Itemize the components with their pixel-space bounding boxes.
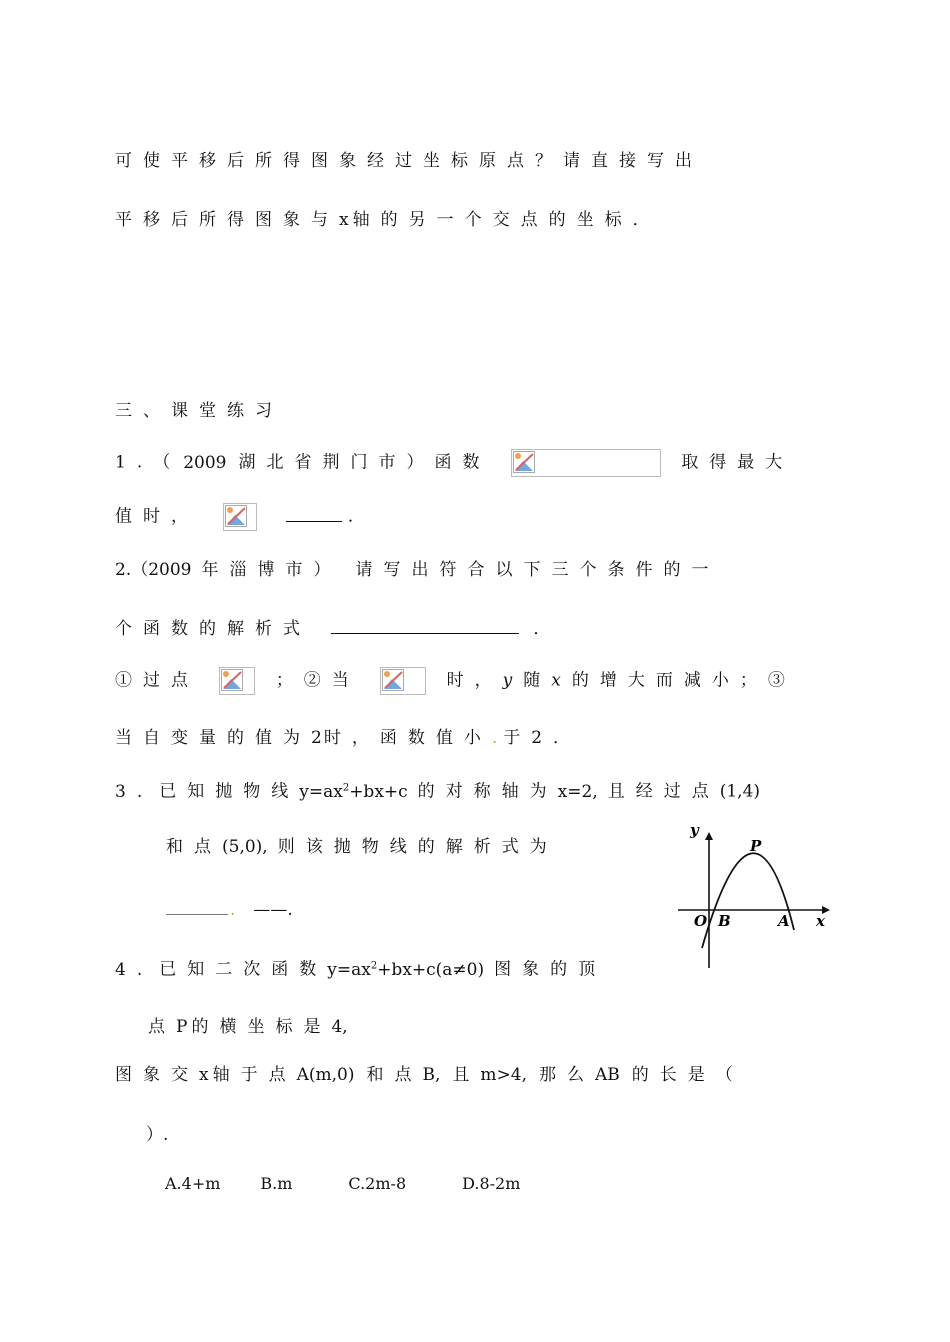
point-b-label: B bbox=[718, 912, 731, 930]
broken-image-icon bbox=[219, 667, 255, 695]
q-text: ）. bbox=[146, 1125, 169, 1145]
eq-part: y=ax bbox=[299, 781, 343, 802]
answer-blank[interactable] bbox=[166, 900, 228, 915]
q-text: 2 bbox=[311, 728, 322, 748]
q-text: y bbox=[502, 670, 524, 691]
eq-part: +bx+c bbox=[349, 781, 408, 802]
option-d[interactable]: D.8-2m bbox=[462, 1174, 521, 1193]
option-a[interactable]: A.4+m bbox=[165, 1174, 221, 1193]
mark-dot: . bbox=[491, 728, 498, 748]
q-text: 已知二次函数 bbox=[159, 959, 328, 980]
line-text: x bbox=[339, 210, 349, 230]
q-text: 1.（ bbox=[115, 452, 182, 473]
line-text: 可使平移后所得图象经过坐标原点？请直接写出 bbox=[115, 151, 703, 171]
q-text: 取得最大 bbox=[681, 452, 794, 473]
q-text: 的增大而减小；③ bbox=[571, 670, 796, 691]
q-text: 4, bbox=[331, 1017, 348, 1037]
q-text: 2． bbox=[531, 728, 582, 748]
q-text: (1,4) bbox=[719, 781, 761, 802]
q-text: 4. bbox=[115, 959, 154, 980]
q-text: 点 bbox=[148, 1017, 176, 1037]
answer-options bbox=[165, 1173, 560, 1195]
q-text: 和点 bbox=[166, 837, 222, 857]
question-4-cont2 bbox=[115, 1064, 744, 1086]
q-text: 个函数的解析式 bbox=[115, 619, 311, 639]
q-text: x=2, bbox=[557, 781, 598, 802]
q-text: 且 bbox=[452, 1065, 481, 1085]
q-text: 湖北省荆门市）函数 bbox=[238, 452, 491, 473]
eq-exp: 2 bbox=[370, 960, 378, 971]
q-text: 值时， bbox=[115, 506, 199, 527]
q-text: 图象交 bbox=[115, 1065, 199, 1085]
q-text: ；②当 bbox=[275, 670, 360, 691]
x-axis-label: x bbox=[816, 912, 825, 930]
q-text: 和点 bbox=[366, 1065, 423, 1085]
text-line bbox=[115, 150, 703, 172]
q-text: P bbox=[176, 1017, 188, 1037]
broken-image-icon bbox=[511, 449, 661, 477]
vertex-label-p: P bbox=[750, 837, 762, 855]
question-3 bbox=[115, 777, 760, 803]
q-text: ——. bbox=[253, 900, 293, 920]
q-text: 且经过点 bbox=[607, 781, 720, 802]
point-a-label: A bbox=[778, 912, 790, 930]
option-b[interactable]: B.m bbox=[260, 1174, 293, 1193]
eq-part: y=ax bbox=[327, 959, 371, 980]
line-text: 平移后所得图象与 bbox=[115, 210, 339, 230]
equation bbox=[327, 960, 484, 980]
y-axis-arrow bbox=[705, 832, 713, 840]
parabola-curve bbox=[702, 853, 794, 948]
question-1 bbox=[115, 449, 793, 477]
section-title: 三、课堂练习 bbox=[115, 401, 283, 421]
q-text: 3. bbox=[115, 781, 154, 802]
q-text: B, bbox=[422, 1065, 441, 1085]
q-text: 图象的顶 bbox=[494, 959, 607, 980]
q-text: ． bbox=[347, 506, 376, 527]
line-text: 轴的另一个交点的坐标． bbox=[352, 210, 661, 230]
eq-exp: 2 bbox=[342, 782, 350, 793]
eq-part: +bx+c(a≠0) bbox=[377, 959, 485, 980]
q-text: A(m,0) bbox=[296, 1065, 355, 1085]
q-text: 随 bbox=[523, 670, 552, 691]
text-line bbox=[115, 209, 661, 231]
q-text: 年淄博市） bbox=[201, 560, 342, 580]
q-text: 2009 bbox=[183, 452, 227, 473]
mark-dot: . bbox=[230, 900, 236, 920]
option-c[interactable]: C.2m-8 bbox=[348, 1174, 407, 1193]
parabola-graph bbox=[676, 820, 836, 970]
q-text: 的对称轴为 bbox=[417, 781, 558, 802]
answer-blank[interactable] bbox=[286, 507, 342, 522]
q-text: 的长是（ bbox=[631, 1065, 744, 1085]
question-2-conditions bbox=[115, 667, 796, 695]
question-2 bbox=[115, 559, 720, 581]
q-text: 时，函数值小 bbox=[323, 728, 492, 748]
question-2-cont bbox=[115, 618, 561, 640]
q-text: x bbox=[551, 670, 572, 691]
q-text: 的横坐标是 bbox=[191, 1017, 332, 1037]
q-text: 2009 bbox=[148, 560, 192, 580]
question-3-cont bbox=[166, 836, 558, 858]
broken-image-icon bbox=[223, 503, 257, 531]
origin-label: O bbox=[694, 912, 708, 930]
question-4-cont bbox=[148, 1016, 348, 1038]
question-4-close bbox=[146, 1124, 168, 1146]
q-text: 已知抛物线 bbox=[159, 781, 300, 802]
q-text: 时， bbox=[446, 670, 503, 691]
q-text: 请写出符合以下三个条件的一 bbox=[355, 560, 720, 580]
question-2-conditions-cont bbox=[115, 727, 581, 749]
q-text: 轴于点 bbox=[212, 1065, 297, 1085]
q-text: 于 bbox=[503, 728, 532, 748]
q-text: x bbox=[199, 1065, 209, 1085]
question-1-cont bbox=[115, 503, 376, 531]
broken-image-icon bbox=[380, 667, 426, 695]
q-text: ． bbox=[533, 619, 562, 639]
equation bbox=[299, 782, 407, 802]
q-text: m>4, bbox=[480, 1065, 527, 1085]
q-text: 那么 bbox=[538, 1065, 595, 1085]
q-text: AB bbox=[594, 1065, 620, 1085]
question-3-answer bbox=[166, 899, 293, 921]
q-text: 2.（ bbox=[115, 560, 149, 580]
section-heading bbox=[115, 400, 283, 422]
y-axis-label: y bbox=[690, 821, 699, 839]
q-text: 当自变量的值为 bbox=[115, 728, 311, 748]
answer-blank[interactable] bbox=[331, 619, 519, 634]
q-text: ①过点 bbox=[115, 670, 199, 691]
q-text: (5,0), bbox=[222, 837, 268, 857]
q-text: 则该抛物线的解析式为 bbox=[277, 837, 558, 857]
question-4 bbox=[115, 955, 606, 981]
